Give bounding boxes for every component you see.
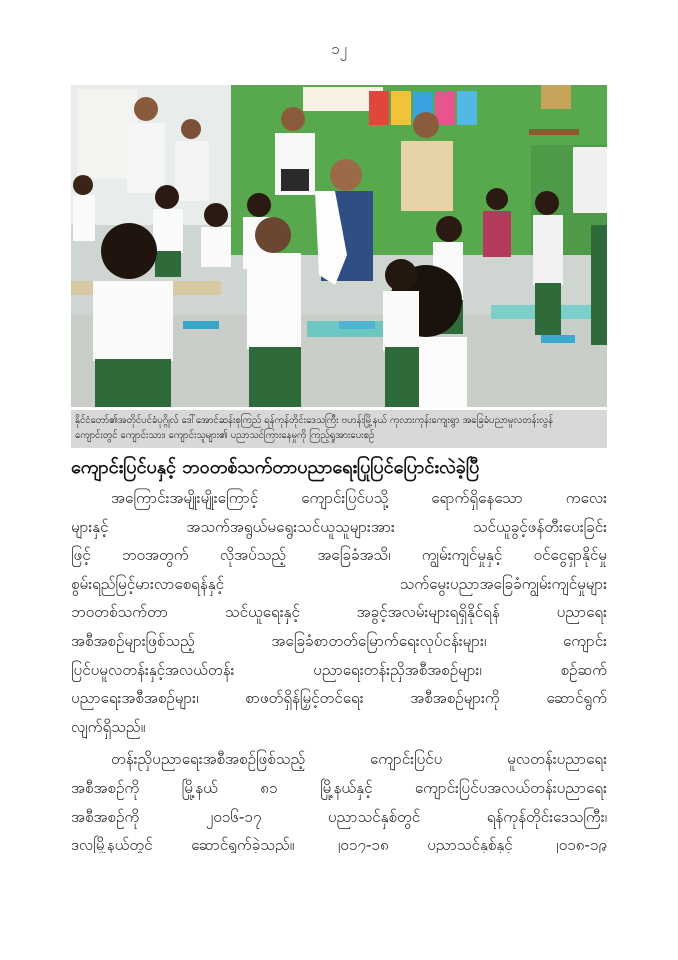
paragraph-line: ဒလမြို့နယ်တွင် ဆောင်ရွက်ခဲ့သည်။ ၂၀၁၇-၁၈ ပညာသင်နှစ်နှင့် ၂၀၁၈-၁၉ — [71, 836, 607, 854]
paragraph-line: အစီအစဉ်များဖြစ်သည့် အခြေခံစာတတ်မြောက်ရေးလုပ်ငန်းများ၊ ကျောင်း — [71, 631, 607, 650]
paragraph-line: ပြင်ပမူလတန်းနှင့်အလယ်တန်း ပညာရေးတန်းညှိအစီအစဉ်များ၊ စဉ်ဆက် — [71, 660, 607, 679]
article-body — [71, 484, 607, 853]
photo-caption — [71, 410, 607, 448]
paragraph-line: အစီအစဉ်ကို ၂၀၁၆-၁၇ ပညာသင်နှစ်တွင် ရန်ကုန်တိုင်းဒေသကြီး၊ — [71, 807, 607, 826]
classroom-photo — [71, 85, 607, 407]
paragraph-line: တန်းညှိပညာရေးအစီအစဉ်ဖြစ်သည့် ကျောင်းပြင်ပ မူလတန်းပညာရေး — [111, 750, 607, 769]
paragraph-line: အကြောင်းအမျိုးမျိုးကြောင့် ကျောင်းပြင်ပသို့ ရောက်ရှိနေသော ကလေး — [111, 489, 607, 507]
paragraph-line: စွမ်းရည်မြင့်မားလာစေရန်နှင့် သက်မွေးပညာအခြေခံကျွမ်းကျင်မှုများ — [71, 574, 607, 593]
paragraph-line: ဘဝတစ်သက်တာ သင်ယူရေးနှင့် အခွင့်အလမ်းများရရှိနိုင်ရန် ပညာရေး — [71, 603, 607, 622]
caption-line: နိုင်ငံတော်၏အတိုင်ပင်ခံပုဂ္ဂိုလ် ဒေါ်အောင်ဆန်းစုကြည် ရန်ကုန်တိုင်းဒေသကြီး ဗဟန်းမြို့နယ် ကုလားကုန်းကျေးရွာ အခြေခံပညာမူလတန်းလွန် — [75, 415, 553, 426]
paragraph-line: အစီအစဉ်ကို မြို့နယ် ၈၁ မြို့နယ်နှင့် ကျောင်းပြင်ပအလယ်တန်းပညာရေး — [71, 778, 607, 797]
paragraph-line: များနှင့် အသက်အရွယ်မရွေးသင်ယူသူများအား သင်ယူခွင့်ဖန်တီးပေးခြင်း — [71, 517, 607, 536]
paragraph-line: ဖြင့် ဘဝအတွက် လိုအပ်သည့် အခြေခံအသိ၊ ကျွမ်းကျင်မှုနှင့် ဝင်ငွေရှာနိုင်မှု — [71, 546, 607, 565]
page-number: ၁၂ — [331, 40, 347, 58]
paragraph-line: ပညာရေးအစီအစဉ်များ၊ စာဖတ်ရှိန်မြှင့်တင်ရေး အစီအစဉ်များကို ဆောင်ရွက် — [71, 689, 607, 708]
caption-line: ကျောင်းတွင် ကျောင်းသား၊ ကျောင်းသူများ၏ ပညာသင်ကြားနေမှုကို ကြည့်ရှုအားပေးစဉ် — [75, 430, 375, 441]
paragraph-line: လျက်ရှိသည်။ — [71, 717, 146, 736]
article-heading: ကျောင်းပြင်ပနှင့် ဘဝတစ်သက်တာပညာရေးပြုပြင်ပြောင်းလဲခဲ့ပြီ — [71, 457, 480, 478]
